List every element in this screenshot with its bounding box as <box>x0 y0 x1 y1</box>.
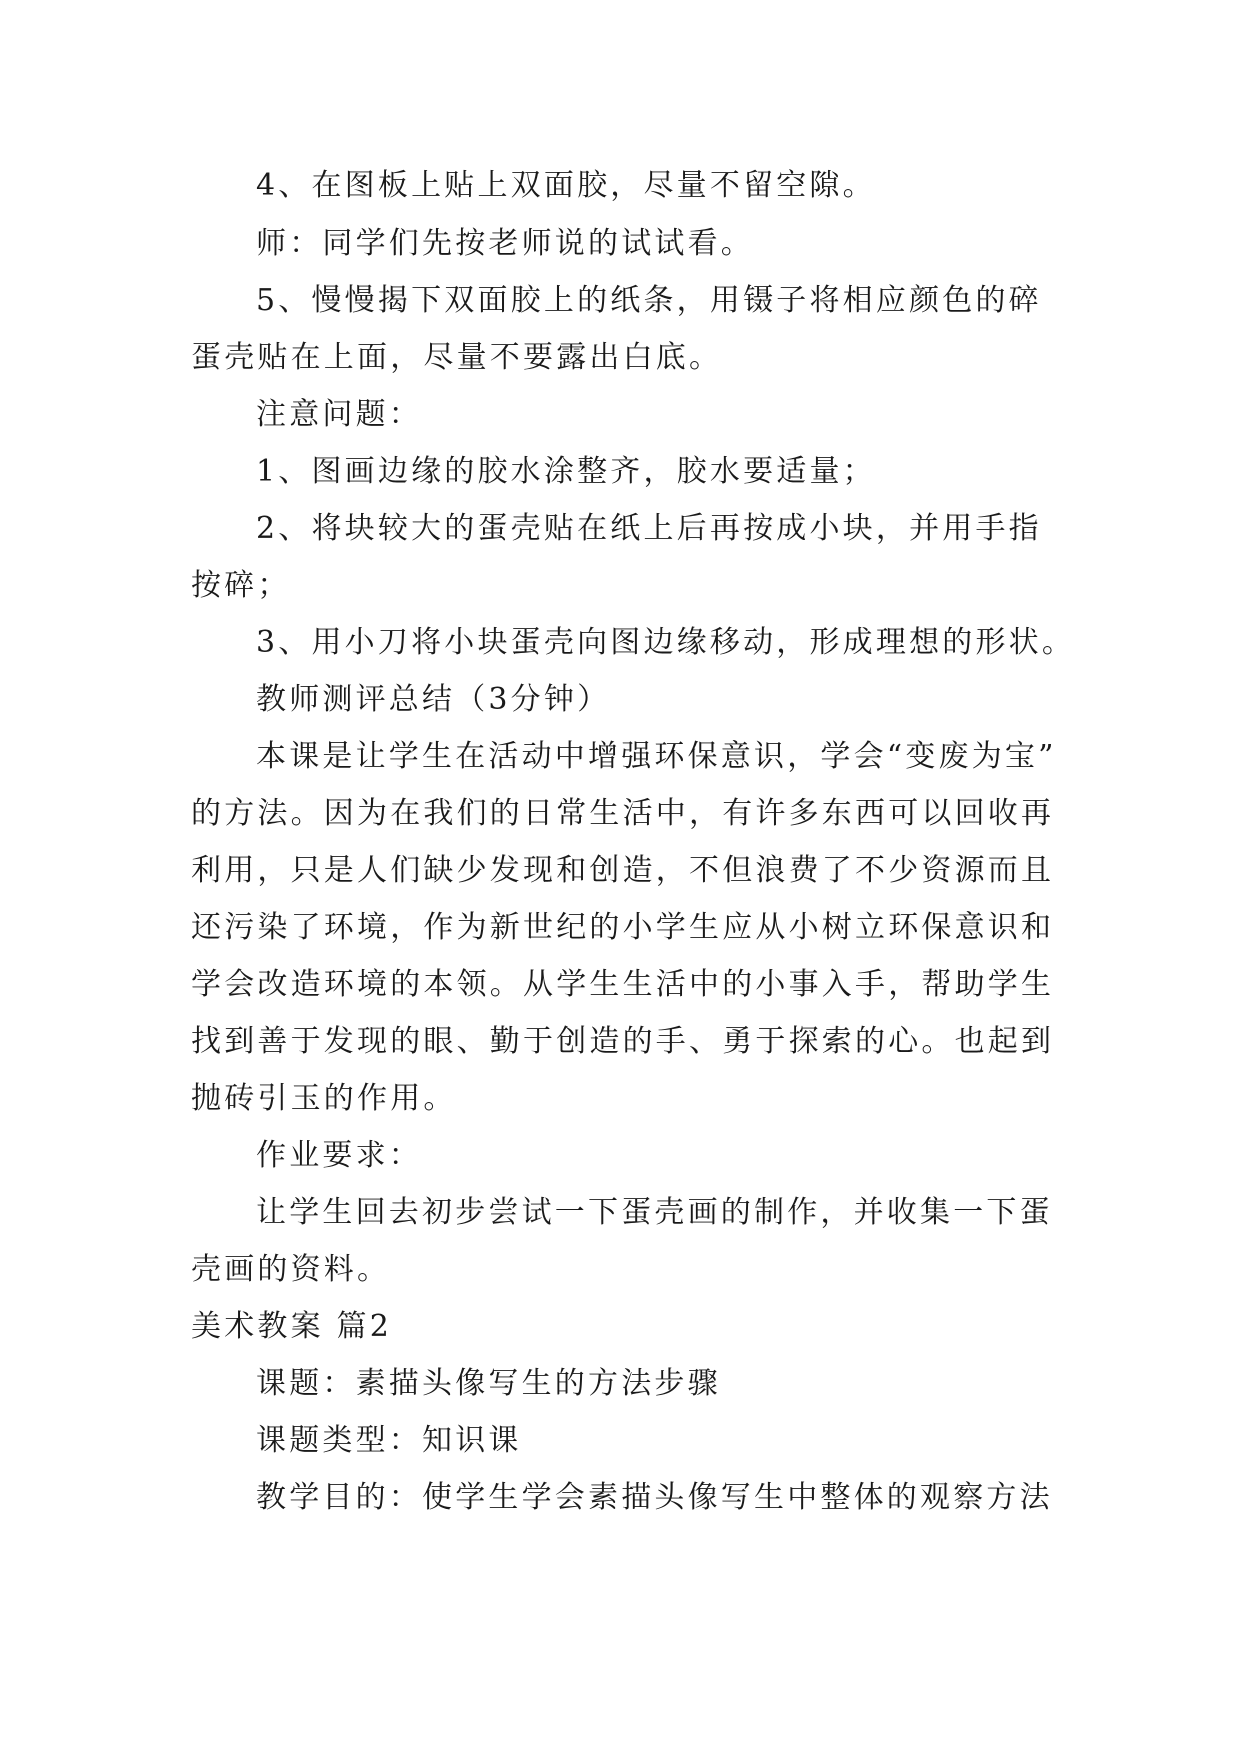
paragraph-line: 3、用小刀将小块蛋壳向图边缘移动，形成理想的形状。 <box>256 625 1076 660</box>
paragraph-line: 课题：素描头像写生的方法步骤 <box>256 1366 721 1401</box>
paragraph-line: 师：同学们先按老师说的试试看。 <box>256 226 754 261</box>
paragraph-line: 壳画的资料。 <box>191 1252 391 1287</box>
section-label: 教师测评总结（3分钟） <box>256 682 611 717</box>
paragraph-line: 学会改造环境的本领。从学生生活中的小事入手，帮助学生 <box>191 967 1055 1002</box>
paragraph-line: 的方法。因为在我们的日常生活中，有许多东西可以回收再 <box>191 796 1055 831</box>
paragraph-line: 5、慢慢揭下双面胶上的纸条，用镊子将相应颜色的碎 <box>256 283 1042 318</box>
paragraph-line: 还污染了环境，作为新世纪的小学生应从小树立环保意识和 <box>191 910 1055 945</box>
paragraph-line: 找到善于发现的眼、勤于创造的手、勇于探索的心。也起到 <box>191 1024 1055 1059</box>
section-heading: 美术教案 篇2 <box>191 1309 393 1344</box>
paragraph-line: 蛋壳贴在上面，尽量不要露出白底。 <box>191 340 723 375</box>
section-label: 作业要求： <box>256 1138 422 1173</box>
paragraph-line: 1、图画边缘的胶水涂整齐，胶水要适量； <box>256 454 876 489</box>
paragraph-line: 2、将块较大的蛋壳贴在纸上后再按成小块，并用手指 <box>256 511 1042 546</box>
paragraph-line: 利用，只是人们缺少发现和创造，不但浪费了不少资源而且 <box>191 853 1055 888</box>
paragraph-line: 课题类型：知识课 <box>256 1423 522 1458</box>
paragraph-line: 教学目的：使学生学会素描头像写生中整体的观察方法 <box>256 1480 1053 1515</box>
paragraph-line: 抛砖引玉的作用。 <box>191 1081 457 1116</box>
paragraph-line: 让学生回去初步尝试一下蛋壳画的制作，并收集一下蛋 <box>256 1195 1053 1230</box>
paragraph-line: 按碎； <box>191 568 291 603</box>
paragraph-line: 本课是让学生在活动中增强环保意识，学会“变废为宝” <box>256 739 1057 774</box>
paragraph-line: 4、在图板上贴上双面胶，尽量不留空隙。 <box>256 168 876 203</box>
section-label: 注意问题： <box>256 397 422 432</box>
